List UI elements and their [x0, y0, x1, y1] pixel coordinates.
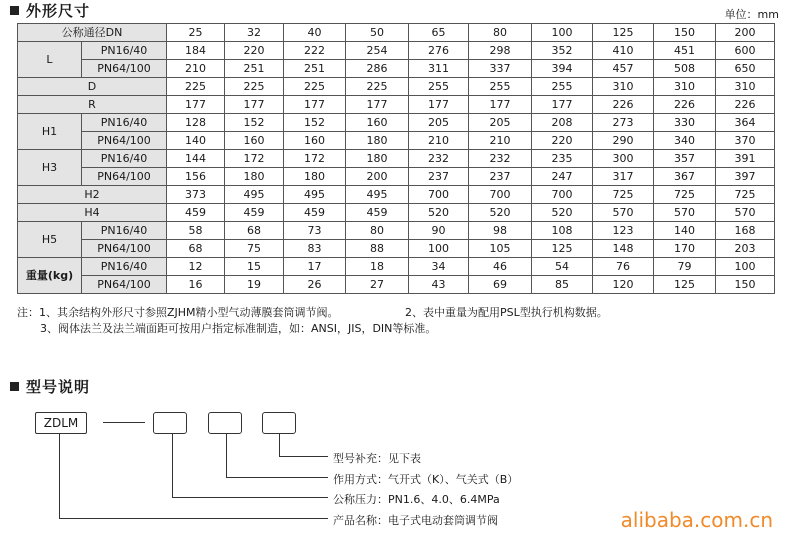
- table-cell: 254: [346, 42, 409, 60]
- code-box-supplement: [262, 412, 296, 434]
- table-cell: 18: [346, 258, 409, 276]
- table-cell: 68: [225, 222, 284, 240]
- table-cell: 140: [654, 222, 716, 240]
- row-label: H2: [18, 186, 167, 204]
- table-row: [18, 42, 775, 60]
- square-bullet-icon: [10, 382, 19, 391]
- square-bullet-icon: [10, 6, 19, 15]
- table-cell: 172: [225, 150, 284, 168]
- connector-name-v: [59, 433, 60, 519]
- header-dn-cell: 150: [654, 24, 716, 42]
- table-cell: 177: [284, 96, 346, 114]
- table-cell: 520: [469, 204, 532, 222]
- table-cell: 725: [593, 186, 654, 204]
- table-cell: 255: [469, 78, 532, 96]
- table-cell: 352: [532, 42, 593, 60]
- table-cell: 370: [716, 132, 775, 150]
- table-cell: 367: [654, 168, 716, 186]
- table-cell: 300: [593, 150, 654, 168]
- table-cell: 495: [225, 186, 284, 204]
- table-cell: 34: [409, 258, 469, 276]
- table-cell: 394: [532, 60, 593, 78]
- connector-name-h: [59, 518, 328, 519]
- table-cell: 337: [469, 60, 532, 78]
- table-cell: 210: [167, 60, 225, 78]
- table-cell: 58: [167, 222, 225, 240]
- table-cell: 391: [716, 150, 775, 168]
- row-label: H4: [18, 204, 167, 222]
- header-dn-cell: 125: [593, 24, 654, 42]
- table-cell: 180: [346, 132, 409, 150]
- table-row: [18, 186, 775, 204]
- code-box-pressure: [153, 412, 187, 434]
- table-cell: 459: [167, 204, 225, 222]
- table-cell: 19: [225, 276, 284, 294]
- table-cell: 310: [593, 78, 654, 96]
- table-cell: 226: [716, 96, 775, 114]
- table-cell: 600: [716, 42, 775, 60]
- table-cell: 125: [654, 276, 716, 294]
- table-cell: 340: [654, 132, 716, 150]
- table-cell: 177: [167, 96, 225, 114]
- table-cell: 203: [716, 240, 775, 258]
- model-prefix-box: ZDLM: [35, 412, 87, 434]
- note-1: 注：1、其余结构外形尺寸参照ZJHM精小型气动薄膜套筒调节阀。: [17, 306, 339, 319]
- table-cell: 226: [654, 96, 716, 114]
- dimension-table: [17, 23, 775, 294]
- table-cell: 700: [532, 186, 593, 204]
- table-cell: 150: [716, 276, 775, 294]
- table-row: [18, 168, 775, 186]
- table-cell: 220: [225, 42, 284, 60]
- table-cell: 459: [284, 204, 346, 222]
- table-cell: 180: [346, 150, 409, 168]
- header-dn-cell: 200: [716, 24, 775, 42]
- header-dn-cell: 100: [532, 24, 593, 42]
- table-cell: 317: [593, 168, 654, 186]
- table-row: [18, 60, 775, 78]
- table-cell: 46: [469, 258, 532, 276]
- table-cell: 276: [409, 42, 469, 60]
- table-cell: 222: [284, 42, 346, 60]
- unit-label: 单位：mm: [724, 8, 779, 21]
- table-cell: 210: [469, 132, 532, 150]
- row-sub-label: PN16/40: [82, 150, 167, 168]
- row-sub-label: PN16/40: [82, 114, 167, 132]
- table-cell: 128: [167, 114, 225, 132]
- table-cell: 69: [469, 276, 532, 294]
- connector-pressure-v: [172, 433, 173, 498]
- table-cell: 152: [284, 114, 346, 132]
- table-cell: 205: [469, 114, 532, 132]
- table-cell: 237: [409, 168, 469, 186]
- table-row: [18, 204, 775, 222]
- table-cell: 160: [346, 114, 409, 132]
- connector-supplement-v: [279, 433, 280, 457]
- table-cell: 12: [167, 258, 225, 276]
- table-cell: 247: [532, 168, 593, 186]
- row-sub-label: PN64/100: [82, 60, 167, 78]
- table-row: [18, 150, 775, 168]
- table-cell: 148: [593, 240, 654, 258]
- connector-supplement-h: [279, 456, 328, 457]
- table-cell: 520: [409, 204, 469, 222]
- table-cell: 98: [469, 222, 532, 240]
- row-group-label: L: [18, 42, 82, 78]
- table-cell: 177: [532, 96, 593, 114]
- table-cell: 373: [167, 186, 225, 204]
- table-cell: 100: [409, 240, 469, 258]
- label-pressure: 公称压力：PN1.6、4.0、6.4MPa: [333, 493, 500, 506]
- dash-line: [103, 422, 145, 423]
- label-product-name: 产品名称：电子式电动套筒调节阀: [333, 514, 498, 527]
- table-cell: 225: [225, 78, 284, 96]
- table-cell: 330: [654, 114, 716, 132]
- table-cell: 725: [654, 186, 716, 204]
- table-cell: 184: [167, 42, 225, 60]
- table-cell: 208: [532, 114, 593, 132]
- table-cell: 225: [284, 78, 346, 96]
- table-cell: 237: [469, 168, 532, 186]
- table-cell: 200: [346, 168, 409, 186]
- table-cell: 17: [284, 258, 346, 276]
- connector-pressure-h: [172, 497, 328, 498]
- header-dn-cell: 25: [167, 24, 225, 42]
- table-row: [18, 78, 775, 96]
- row-label: R: [18, 96, 167, 114]
- table-cell: 397: [716, 168, 775, 186]
- row-sub-label: PN16/40: [82, 222, 167, 240]
- row-sub-label: PN16/40: [82, 42, 167, 60]
- table-cell: 75: [225, 240, 284, 258]
- table-cell: 357: [654, 150, 716, 168]
- table-cell: 79: [654, 258, 716, 276]
- table-cell: 273: [593, 114, 654, 132]
- connector-action-v: [226, 433, 227, 478]
- table-cell: 225: [167, 78, 225, 96]
- table-cell: 310: [716, 78, 775, 96]
- table-cell: 570: [593, 204, 654, 222]
- table-cell: 232: [409, 150, 469, 168]
- section-title-model: 型号说明: [10, 376, 90, 397]
- table-cell: 495: [284, 186, 346, 204]
- table-cell: 210: [409, 132, 469, 150]
- table-cell: 68: [167, 240, 225, 258]
- table-cell: 180: [284, 168, 346, 186]
- table-cell: 43: [409, 276, 469, 294]
- table-cell: 225: [346, 78, 409, 96]
- table-cell: 54: [532, 258, 593, 276]
- table-cell: 123: [593, 222, 654, 240]
- header-dn-cell: 80: [469, 24, 532, 42]
- table-cell: 105: [469, 240, 532, 258]
- row-sub-label: PN64/100: [82, 276, 167, 294]
- table-row: [18, 132, 775, 150]
- row-group-label: H1: [18, 114, 82, 150]
- table-cell: 108: [532, 222, 593, 240]
- table-cell: 83: [284, 240, 346, 258]
- table-cell: 364: [716, 114, 775, 132]
- table-cell: 156: [167, 168, 225, 186]
- table-cell: 90: [409, 222, 469, 240]
- table-cell: 144: [167, 150, 225, 168]
- table-cell: 168: [716, 222, 775, 240]
- table-cell: 177: [409, 96, 469, 114]
- table-cell: 177: [225, 96, 284, 114]
- table-cell: 125: [532, 240, 593, 258]
- table-cell: 80: [346, 222, 409, 240]
- table-cell: 725: [716, 186, 775, 204]
- table-cell: 205: [409, 114, 469, 132]
- table-row: [18, 240, 775, 258]
- connector-action-h: [226, 477, 328, 478]
- table-cell: 16: [167, 276, 225, 294]
- table-row: [18, 222, 775, 240]
- table-cell: 459: [346, 204, 409, 222]
- row-group-label: H3: [18, 150, 82, 186]
- table-cell: 177: [346, 96, 409, 114]
- table-row: [18, 114, 775, 132]
- table-cell: 495: [346, 186, 409, 204]
- table-cell: 177: [469, 96, 532, 114]
- watermark: alibaba.com.cn: [620, 508, 773, 532]
- table-cell: 160: [225, 132, 284, 150]
- table-cell: 290: [593, 132, 654, 150]
- row-group-label: 重量(kg): [18, 258, 82, 294]
- header-dn-cell: 50: [346, 24, 409, 42]
- table-cell: 700: [409, 186, 469, 204]
- table-cell: 140: [167, 132, 225, 150]
- label-action: 作用方式：气开式（K）、气关式（B）: [333, 473, 519, 486]
- table-cell: 120: [593, 276, 654, 294]
- table-cell: 298: [469, 42, 532, 60]
- row-sub-label: PN16/40: [82, 258, 167, 276]
- table-cell: 73: [284, 222, 346, 240]
- table-cell: 520: [532, 204, 593, 222]
- table-cell: 15: [225, 258, 284, 276]
- table-cell: 76: [593, 258, 654, 276]
- table-cell: 310: [654, 78, 716, 96]
- table-cell: 251: [284, 60, 346, 78]
- table-cell: 451: [654, 42, 716, 60]
- table-cell: 650: [716, 60, 775, 78]
- table-cell: 26: [284, 276, 346, 294]
- header-dn-cell: 40: [284, 24, 346, 42]
- table-cell: 232: [469, 150, 532, 168]
- table-cell: 85: [532, 276, 593, 294]
- table-cell: 311: [409, 60, 469, 78]
- table-cell: 251: [225, 60, 284, 78]
- header-dn-label: 公称通径DN: [18, 24, 167, 42]
- table-cell: 100: [716, 258, 775, 276]
- table-cell: 172: [284, 150, 346, 168]
- note-2: 2、表中重量为配用PSL型执行机构数据。: [405, 306, 608, 319]
- table-cell: 508: [654, 60, 716, 78]
- table-cell: 255: [409, 78, 469, 96]
- table-cell: 570: [716, 204, 775, 222]
- table-row: [18, 276, 775, 294]
- row-group-label: H5: [18, 222, 82, 258]
- table-header-row: [18, 24, 775, 42]
- table-cell: 152: [225, 114, 284, 132]
- table-cell: 160: [284, 132, 346, 150]
- table-row: [18, 96, 775, 114]
- table-cell: 226: [593, 96, 654, 114]
- table-cell: 570: [654, 204, 716, 222]
- row-label: D: [18, 78, 167, 96]
- label-supplement: 型号补充：见下表: [333, 452, 421, 465]
- row-sub-label: PN64/100: [82, 132, 167, 150]
- table-cell: 170: [654, 240, 716, 258]
- table-cell: 457: [593, 60, 654, 78]
- row-sub-label: PN64/100: [82, 240, 167, 258]
- table-cell: 410: [593, 42, 654, 60]
- note-3: 3、阀体法兰及法兰端面距可按用户指定标准制造，如：ANSI，JIS，DIN等标准。: [40, 322, 437, 335]
- section-title-dimensions: 外形尺寸: [10, 0, 90, 21]
- table-cell: 180: [225, 168, 284, 186]
- table-cell: 235: [532, 150, 593, 168]
- table-cell: 220: [532, 132, 593, 150]
- code-box-action: [208, 412, 242, 434]
- table-cell: 459: [225, 204, 284, 222]
- header-dn-cell: 32: [225, 24, 284, 42]
- table-cell: 255: [532, 78, 593, 96]
- row-sub-label: PN64/100: [82, 168, 167, 186]
- header-dn-cell: 65: [409, 24, 469, 42]
- table-cell: 700: [469, 186, 532, 204]
- table-cell: 27: [346, 276, 409, 294]
- table-row: [18, 258, 775, 276]
- table-cell: 286: [346, 60, 409, 78]
- table-cell: 88: [346, 240, 409, 258]
